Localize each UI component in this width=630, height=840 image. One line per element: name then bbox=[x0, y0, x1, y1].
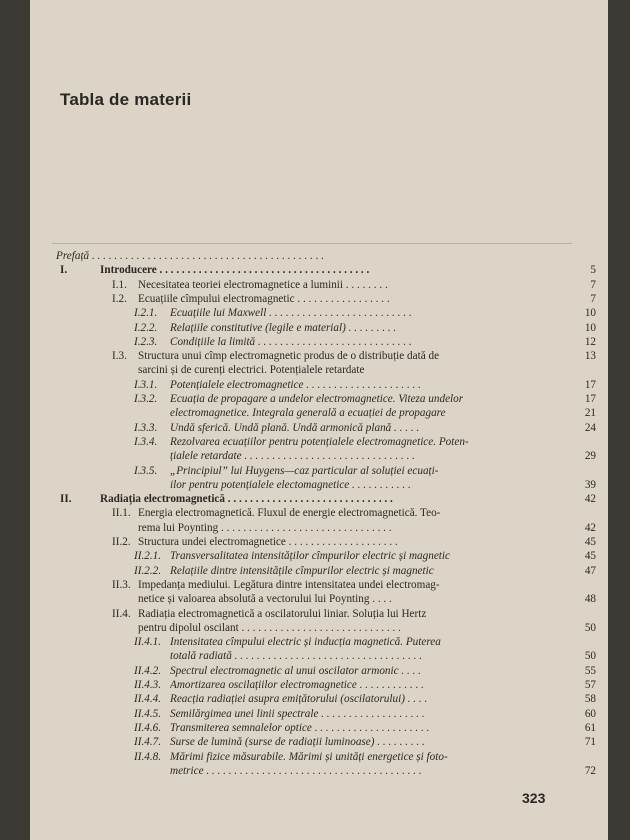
toc-section-number: II.4.4. bbox=[134, 693, 162, 706]
toc-section-number: I.3.1. bbox=[134, 378, 158, 391]
toc-section-number: II. bbox=[60, 493, 72, 506]
toc-entry-title: Reacția radiației asupra emițătorului (oscilatorului) . . . . bbox=[170, 693, 428, 706]
toc-section-number: I.2.1. bbox=[134, 307, 158, 320]
toc-entry-title: netice și valoarea absolută a vectorului lui Poynting . . . . bbox=[138, 593, 392, 606]
toc-page-number: 24 bbox=[584, 421, 596, 434]
toc-entry-title: Radiația electromagnetică . . . . . . . . . . . . . . . . . . . . . . . . . . . . . . bbox=[100, 493, 393, 506]
toc-page-number: 48 bbox=[584, 593, 596, 606]
toc-entry-title: „Principiul” lui Huygens—caz particular al soluției ecuați- bbox=[170, 464, 439, 477]
toc-entry-title: metrice . . . . . . . . . . . . . . . . . . . . . . . . . . . . . . . . . . . . . . . bbox=[170, 764, 422, 777]
toc-section-number: II.4.5. bbox=[134, 707, 162, 720]
toc-page-number: 42 bbox=[584, 493, 596, 506]
toc-section-number: II.4.2. bbox=[134, 664, 162, 677]
toc-page-number: 47 bbox=[584, 564, 596, 577]
toc-section-number: II.2.2. bbox=[134, 564, 162, 577]
toc-entry-title: Relațiile constitutive (legile e material) . . . . . . . . . bbox=[170, 321, 397, 334]
toc-page-number: 13 bbox=[584, 350, 596, 363]
toc-entry-title: Prefață . . . . . . . . . . . . . . . . . . . . . . . . . . . . . . . . . . . . . . . . . . bbox=[56, 250, 325, 262]
toc-section-number: I.3. bbox=[112, 350, 127, 363]
toc-page-number: 45 bbox=[584, 536, 596, 548]
toc-page-number: 60 bbox=[584, 707, 596, 720]
toc-entry-title: Ecuația de propagare a undelor electromagnetice. Viteza undelor bbox=[170, 393, 464, 405]
toc-entry-title: Intensitatea cîmpului electric și inducția magnetică. Puterea bbox=[170, 636, 441, 649]
toc-page-number: 5 bbox=[590, 264, 596, 277]
toc-section-number: II.4.8. bbox=[134, 750, 162, 763]
toc-entry-title: Relațiile dintre intensitățile cîmpurilor electric și magnetic bbox=[170, 564, 434, 577]
toc-entry-title: Structura unui cîmp electromagnetic produs de o distribuție dată de bbox=[138, 350, 440, 363]
toc-entry-title: Ecuațiile lui Maxwell . . . . . . . . . . . . . . . . . . . . . . . . . . bbox=[170, 307, 412, 320]
toc-section-number: II.4.3. bbox=[134, 679, 162, 691]
toc-entry-title: Potențialele electromagnetice . . . . . . . . . . . . . . . . . . . . . bbox=[170, 378, 421, 391]
toc-section-number: I.3.4. bbox=[134, 435, 158, 448]
toc-entry-title: sarcini și de curenți electrici. Potențialele retardate bbox=[138, 364, 365, 377]
toc-entry-title: țialele retardate . . . . . . . . . . . . . . . . . . . . . . . . . . . . . . . bbox=[170, 450, 415, 463]
page-number: 323 bbox=[522, 790, 546, 806]
toc-entry-title: Condițiile la limită . . . . . . . . . . . . . . . . . . . . . . . . . . . . bbox=[170, 335, 412, 348]
toc-section-number: II.3. bbox=[112, 578, 131, 591]
toc-entry-title: electromagnetice. Integrala generală a ecuației de propagare bbox=[170, 407, 446, 420]
toc-section-number: I.2. bbox=[112, 292, 127, 305]
toc-entry-title: Necesitatea teoriei electromagnetice a luminii . . . . . . . . bbox=[138, 278, 388, 291]
toc-page-number: 50 bbox=[584, 621, 596, 634]
toc-page-number: 29 bbox=[584, 450, 596, 463]
toc-section-number: I.3.5. bbox=[134, 464, 158, 477]
toc-section-number: II.2.1. bbox=[134, 550, 162, 563]
toc-entry-title: Surse de lumină (surse de radiații luminoase) . . . . . . . . . bbox=[170, 736, 425, 749]
toc-section-number: I.1. bbox=[112, 278, 127, 291]
toc-entry-title: Introducere . . . . . . . . . . . . . . . . . . . . . . . . . . . . . . . . . . . . . . bbox=[100, 264, 370, 277]
toc-section-number: II.4.7. bbox=[134, 736, 162, 749]
toc-entry-title: rema lui Poynting . . . . . . . . . . . . . . . . . . . . . . . . . . . . . . . bbox=[138, 521, 392, 534]
book-page bbox=[30, 0, 608, 840]
toc-section-number: II.4.1. bbox=[134, 636, 162, 649]
toc-page-number: 7 bbox=[590, 278, 596, 291]
toc-entry-title: pentru dipolul oscilant . . . . . . . . . . . . . . . . . . . . . . . . . . . . . bbox=[138, 621, 401, 634]
toc-section-number: I.2.2. bbox=[134, 321, 158, 334]
toc-page-number: 71 bbox=[584, 736, 596, 749]
toc-page-number: 55 bbox=[584, 664, 596, 677]
toc-page-number: 17 bbox=[584, 378, 596, 391]
toc-page-number: 21 bbox=[584, 407, 596, 420]
toc-section-number: I.3.2. bbox=[134, 393, 158, 405]
toc-entry-title: Ecuațiile cîmpului electromagnetic . . . . . . . . . . . . . . . . . bbox=[138, 292, 390, 305]
toc-entry-title: Transversalitatea intensităților cîmpurilor electric și magnetic bbox=[170, 550, 450, 563]
toc-entry-title: Rezolvarea ecuațiilor pentru potențialele electromagnetice. Poten- bbox=[170, 435, 469, 448]
table-of-contents bbox=[30, 0, 608, 840]
toc-entry-title: Semilărgimea unei linii spectrale . . . . . . . . . . . . . . . . . . . bbox=[170, 707, 425, 720]
toc-entry-title: ilor pentru potențialele electomagnetice . . . . . . . . . . . bbox=[170, 478, 411, 491]
toc-page-number: 12 bbox=[584, 335, 596, 348]
toc-page-number: 7 bbox=[590, 292, 596, 305]
toc-page-number: 10 bbox=[584, 321, 596, 334]
toc-page-number: 45 bbox=[584, 550, 596, 563]
toc-entry-title: Impedanța mediului. Legătura dintre intensitatea undei electromag- bbox=[138, 578, 440, 591]
toc-page-number: 58 bbox=[584, 693, 596, 706]
toc-section-number: II.4.6. bbox=[134, 721, 162, 734]
toc-section-number: I.2.3. bbox=[134, 335, 158, 348]
toc-entry-title: Mărimi fizice măsurabile. Mărimi și unități energetice și foto- bbox=[170, 750, 448, 763]
toc-page-number: 72 bbox=[584, 764, 596, 777]
toc-page-number: 39 bbox=[584, 478, 596, 491]
toc-page-number: 17 bbox=[584, 393, 596, 405]
toc-section-number: I.3.3. bbox=[134, 421, 158, 434]
toc-page-number: 10 bbox=[584, 307, 596, 320]
toc-page-number: 57 bbox=[584, 679, 596, 691]
toc-section-number: II.4. bbox=[112, 607, 131, 620]
toc-section-number: II.2. bbox=[112, 536, 131, 548]
toc-entry-title: Transmiterea semnalelor optice . . . . . . . . . . . . . . . . . . . . . bbox=[170, 721, 430, 734]
toc-entry-title: Spectrul electromagnetic al unui oscilator armonic . . . . bbox=[170, 664, 421, 677]
page-title: Tabla de materii bbox=[60, 90, 192, 109]
toc-entry-title: totală radiată . . . . . . . . . . . . . . . . . . . . . . . . . . . . . . . . . . bbox=[170, 650, 423, 663]
toc-entry-title: Energia electromagnetică. Fluxul de energie electromagnetică. Teo- bbox=[138, 507, 441, 520]
toc-entry-title: Radiația electromagnetică a oscilatorului liniar. Soluția lui Hertz bbox=[138, 607, 427, 620]
toc-section-number: II.1. bbox=[112, 507, 131, 520]
toc-page-number: 50 bbox=[584, 650, 596, 663]
toc-entry-title: Undă sferică. Undă plană. Undă armonică plană . . . . . bbox=[170, 421, 420, 434]
toc-entry-title: Structura undei electromagnetice . . . . . . . . . . . . . . . . . . . . bbox=[138, 536, 398, 548]
toc-section-number: I. bbox=[60, 264, 68, 277]
toc-page-number: 42 bbox=[584, 521, 596, 534]
toc-page-number: 61 bbox=[584, 721, 596, 734]
toc-entry-title: Amortizarea oscilațiilor electromagnetice . . . . . . . . . . . . bbox=[170, 679, 424, 691]
